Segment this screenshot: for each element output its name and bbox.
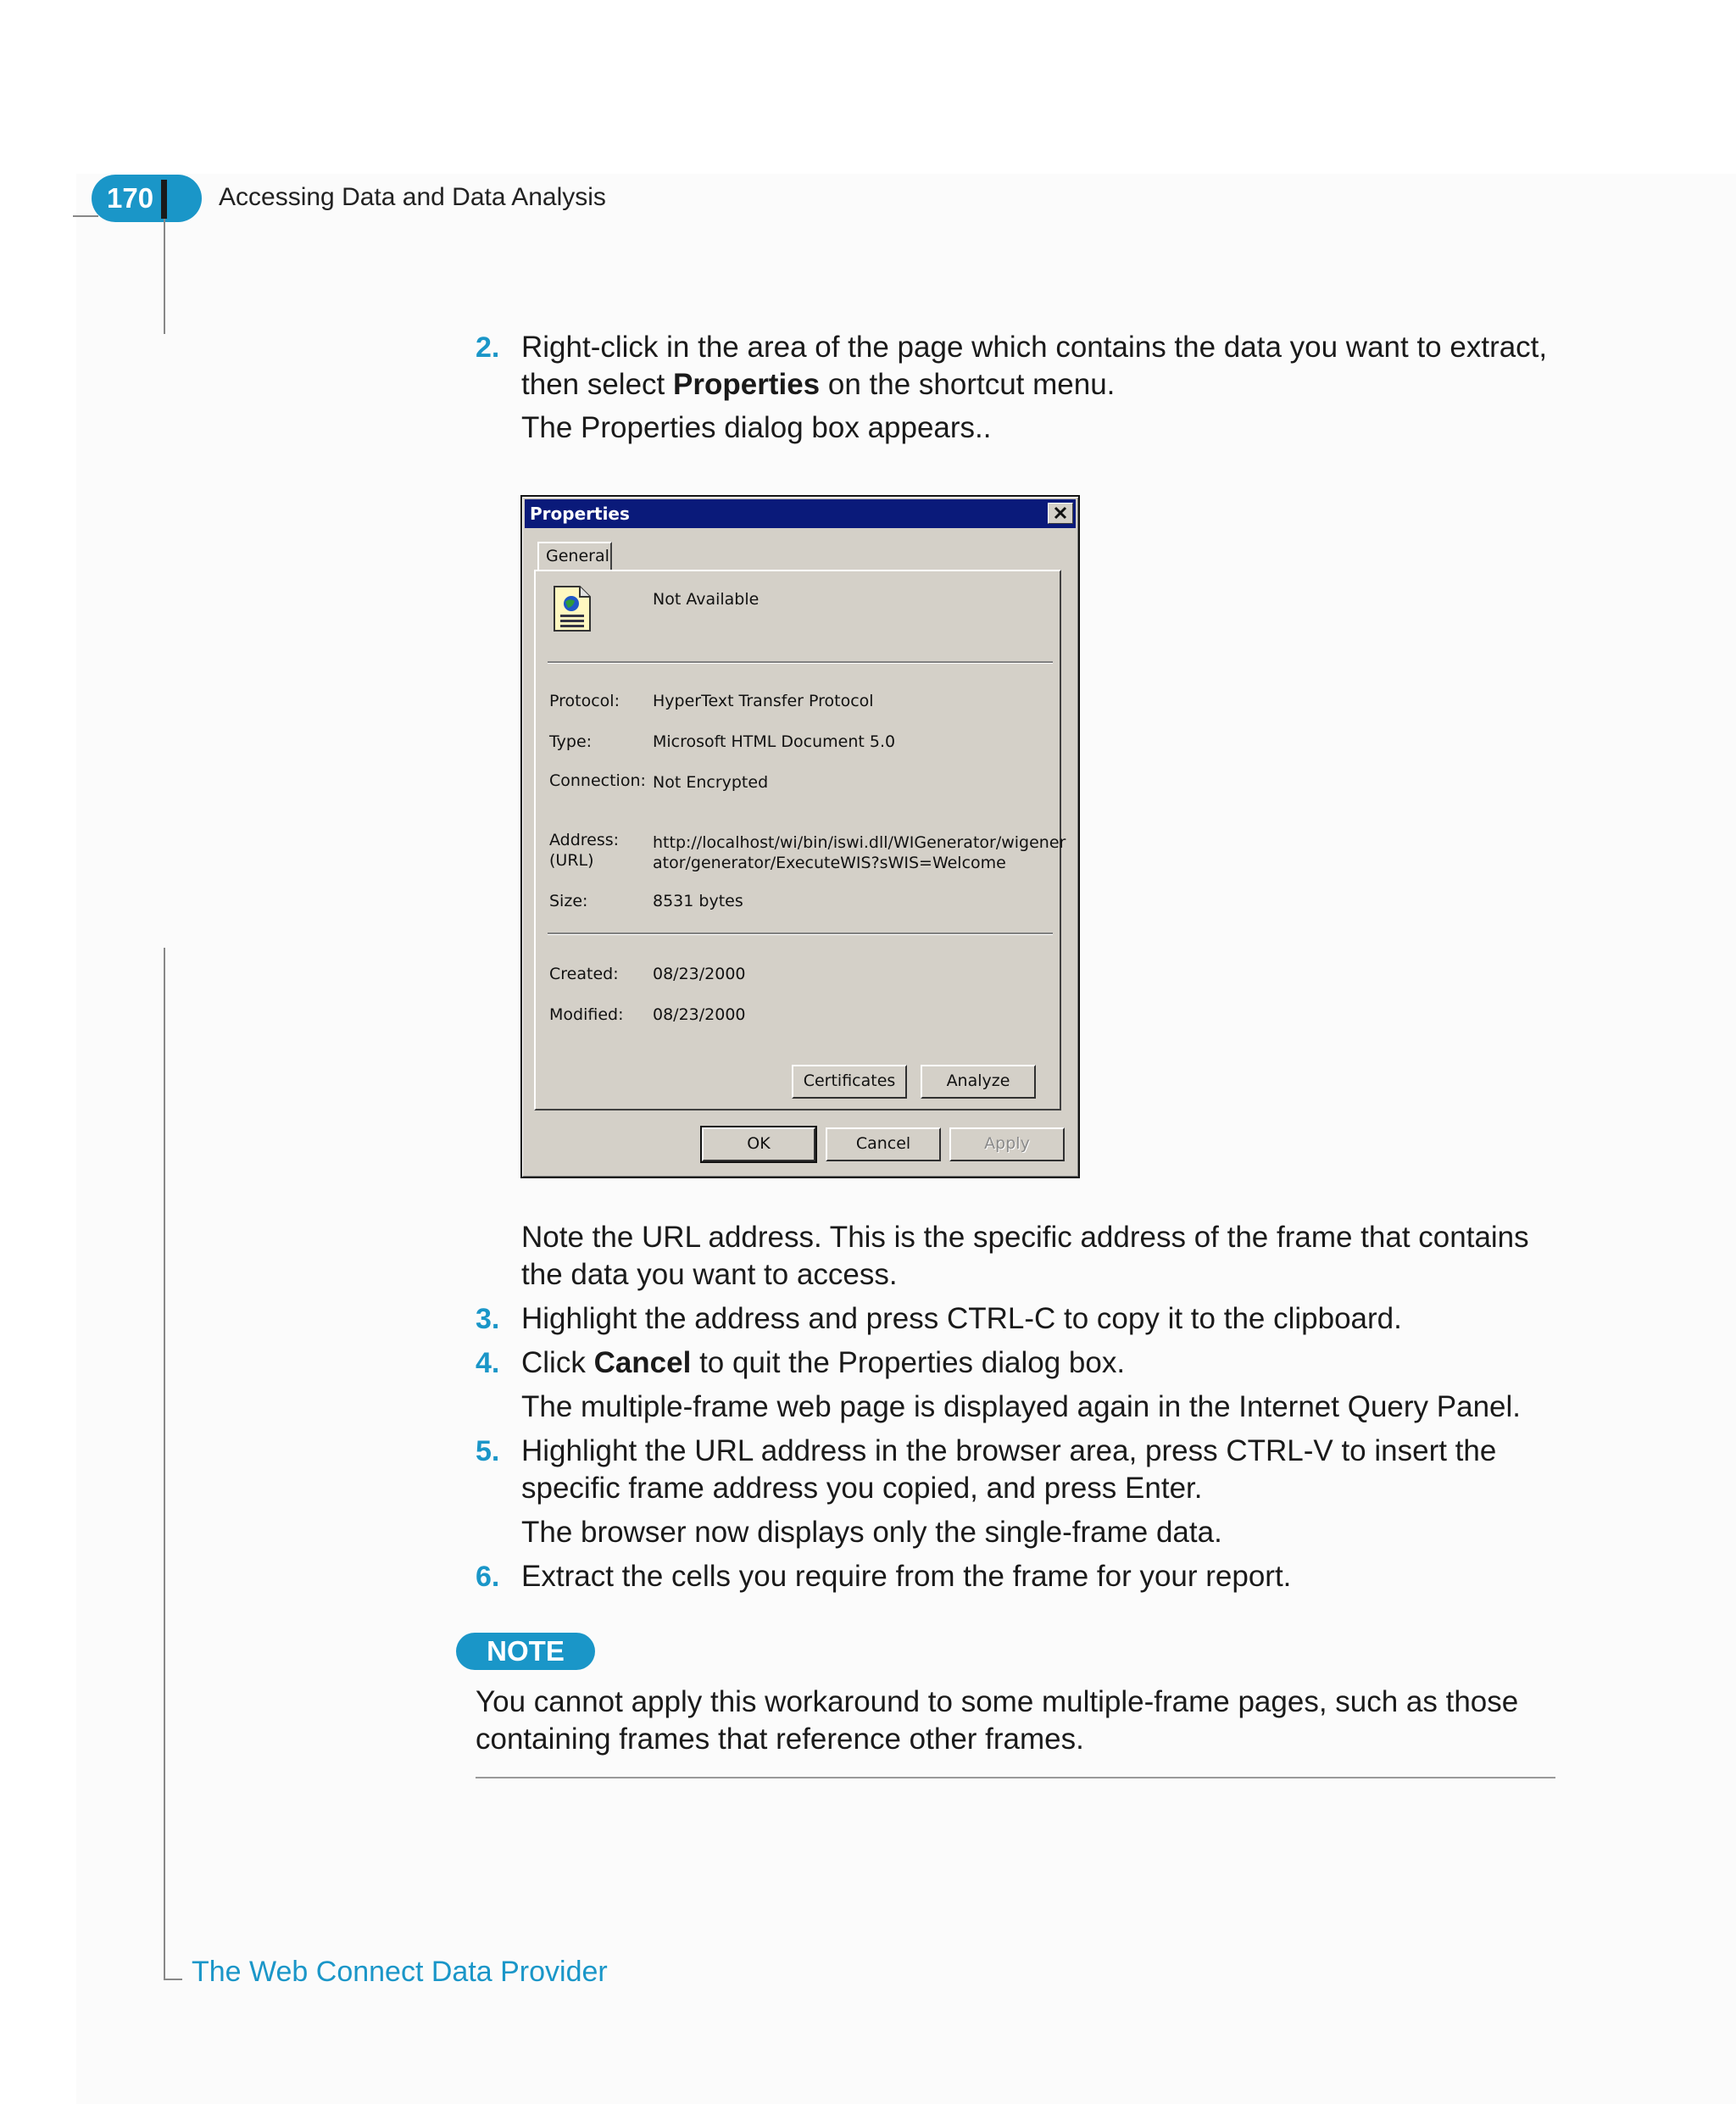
document-name: Not Available: [653, 590, 760, 609]
page-number: 170: [107, 182, 154, 214]
type-label: Type:: [549, 732, 593, 751]
step-6-text: Extract the cells you require from the frame for your report.: [521, 1560, 1292, 1593]
step-number: 3.: [476, 1303, 500, 1335]
step-4-post: to quit the Properties dialog box.: [691, 1346, 1126, 1379]
step-5-result: The browser now displays only the single-frame data.: [521, 1516, 1222, 1549]
chapter-title: The Web Connect Data Provider: [192, 1956, 608, 1988]
step-4-result: The multiple-frame web page is displayed again in the Internet Query Panel.: [521, 1390, 1521, 1423]
connection-label: Connection:: [549, 771, 646, 790]
size-label: Size:: [549, 892, 588, 910]
apply-button[interactable]: Apply: [949, 1127, 1065, 1161]
step-4-text: [521, 1344, 1572, 1382]
tab-general[interactable]: [537, 542, 612, 571]
step-2-pre: Right-click in the area of the page which contains the data you want to extract, then select: [521, 331, 1548, 401]
header-rule: [73, 215, 98, 217]
tab-general-label: General: [546, 547, 609, 565]
dialog-title: Properties: [530, 504, 630, 524]
protocol-value: HyperText Transfer Protocol: [653, 692, 874, 710]
certificates-button[interactable]: Certificates: [792, 1065, 907, 1099]
note-badge: NOTE: [456, 1633, 595, 1670]
web-document-icon: [553, 585, 592, 632]
address-value-line1: http://localhost/wi/bin/iswi.dll/WIGenerator/wigener: [653, 833, 1066, 852]
protocol-label: Protocol:: [549, 692, 620, 710]
url-label: (URL): [549, 851, 594, 870]
address-label: Address:: [549, 831, 620, 849]
size-value: 8531 bytes: [653, 892, 743, 910]
margin-line-top: [164, 219, 165, 334]
step-4-pre: Click: [521, 1346, 594, 1379]
url-note-text: Note the URL address. This is the specific address of the frame that contains the data you want to access.: [521, 1221, 1529, 1291]
margin-line-hook: [164, 1979, 182, 1980]
type-value: Microsoft HTML Document 5.0: [653, 732, 896, 751]
address-value-line2: ator/generator/ExecuteWIS?sWIS=Welcome: [653, 854, 1006, 872]
badge-divider: [161, 180, 167, 219]
step-3-text: Highlight the address and press CTRL-C to copy it to the clipboard.: [521, 1302, 1402, 1335]
dialog-titlebar: [525, 499, 1076, 528]
modified-label: Modified:: [549, 1005, 624, 1024]
close-icon: [1049, 504, 1072, 523]
modified-value: 08/23/2000: [653, 1005, 746, 1024]
created-value: 08/23/2000: [653, 965, 746, 983]
close-button[interactable]: [1048, 503, 1073, 524]
created-label: Created:: [549, 965, 619, 983]
cancel-button[interactable]: Cancel: [826, 1127, 941, 1161]
step-2-bold: Properties: [673, 368, 821, 401]
step-number: 6.: [476, 1561, 500, 1593]
analyze-button[interactable]: Analyze: [921, 1065, 1036, 1099]
margin-line-bottom: [164, 948, 165, 1980]
step-2-text: [521, 329, 1572, 404]
note-text: You cannot apply this workaround to some multiple-frame pages, such as those containing frames that reference other frames.: [476, 1685, 1519, 1756]
connection-value: Not Encrypted: [653, 773, 769, 792]
ok-button[interactable]: OK: [702, 1127, 815, 1161]
step-number: 2.: [476, 331, 500, 364]
step-5-text: Highlight the URL address in the browser area, press CTRL-V to insert the specific frame address you copied, and press Enter.: [521, 1434, 1497, 1505]
step-2-result: The Properties dialog box appears..: [521, 411, 992, 444]
step-2-post: on the shortcut menu.: [820, 368, 1116, 401]
separator-2: [548, 932, 1053, 935]
separator-1: [548, 661, 1053, 664]
step-number: 5.: [476, 1435, 500, 1467]
properties-dialog: [520, 495, 1080, 1178]
step-4-bold: Cancel: [593, 1346, 692, 1379]
note-rule: [476, 1777, 1555, 1778]
step-number: 4.: [476, 1347, 500, 1379]
section-title: Accessing Data and Data Analysis: [219, 183, 606, 211]
